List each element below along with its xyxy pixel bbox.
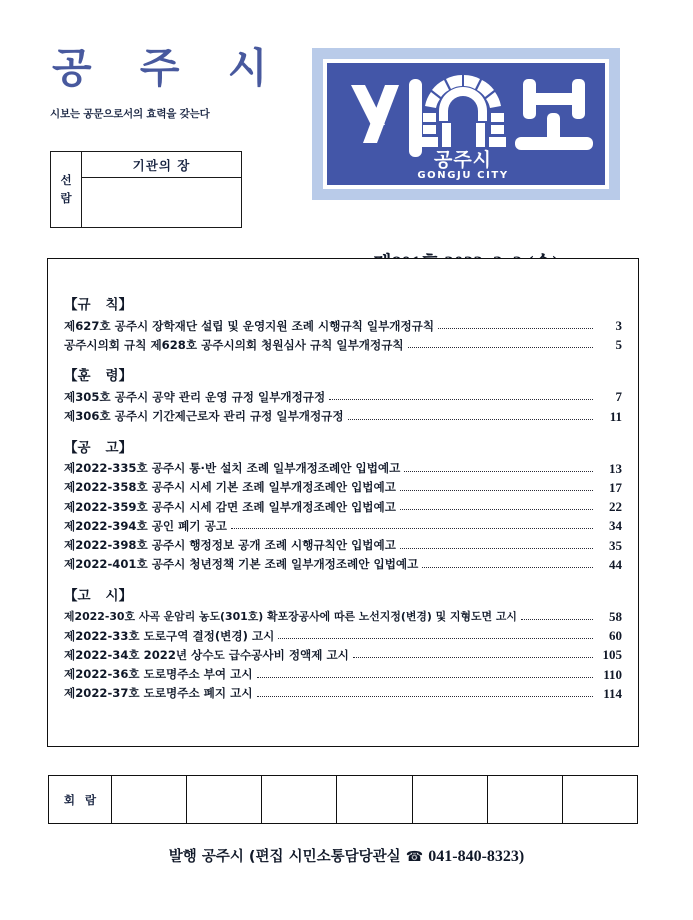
seonram-header-cell: 기관의 장 (82, 152, 242, 178)
seonram-table (50, 151, 242, 228)
toc-section (64, 364, 622, 425)
toc-leader-dots (408, 347, 593, 348)
toc-page-number: 58 (609, 608, 622, 624)
toc-entry-title: 제2022-401호 공주시 청년정책 기본 조례 일부개정조례안 입법예고 (64, 557, 419, 572)
seonram-label-cell (51, 152, 82, 228)
toc-page-number: 7 (615, 389, 622, 405)
toc-entry[interactable] (64, 684, 622, 703)
masthead-left (50, 44, 320, 121)
toc-entry-title: 제306호 공주시 기간제근로자 관리 규정 일부개정규정 (64, 409, 344, 424)
toc-entry-title: 제305호 공주시 공약 관리 운영 규정 일부개정규정 (64, 389, 326, 404)
hoeram-empty-cell[interactable] (412, 776, 487, 824)
toc-leader-dots (329, 399, 593, 400)
gate-arch-icon (417, 75, 508, 181)
telephone-icon: ☎ (405, 849, 424, 865)
toc-leader-dots (400, 548, 593, 549)
seonram-label-char-2: 람 (60, 191, 72, 205)
toc-section-title: 【규 칙】 (64, 297, 133, 313)
toc-section-title-char-1: 규 (77, 297, 91, 313)
toc-entry[interactable] (64, 555, 622, 574)
toc-entry-title: 제2022-36호 도로명주소 부여 고시 (64, 666, 253, 681)
toc-leader-dots (353, 657, 593, 658)
page-title: 공 주 시 (52, 44, 285, 92)
toc-leader-dots (404, 471, 593, 472)
toc-entry-title: 제2022-33호 도로구역 결정(변경) 고시 (64, 628, 275, 643)
logo-char-si-icon (351, 79, 422, 157)
toc-page-number: 105 (602, 647, 622, 663)
toc-entry-title: 제2022-358호 공주시 시세 기본 조례 일부개정조례안 입법예고 (64, 480, 396, 495)
footer (0, 845, 693, 866)
toc-section-title: 【훈 령】 (64, 368, 133, 385)
toc-leader-dots (438, 328, 593, 329)
hoeram-empty-cell[interactable] (562, 776, 637, 824)
toc-entry[interactable] (64, 607, 622, 626)
toc-page-number: 3 (615, 318, 622, 334)
table-row (49, 776, 638, 824)
toc-entry[interactable] (64, 626, 622, 645)
toc-page-number: 5 (615, 337, 622, 353)
masthead (50, 44, 650, 218)
hoeram-label-cell: 회 람 (49, 776, 112, 824)
toc-section-title-char-2: 칙 (105, 297, 119, 313)
toc-leader-dots (422, 567, 593, 568)
footer-phone: 041-840-8323) (428, 848, 525, 865)
toc-entry-title: 제2022-30호 사곡 운암리 농도(301호) 확포장공사에 따른 노선지정(변경) 및 지형도면 고시 (64, 610, 517, 624)
toc-section-title-char-1: 훈 (77, 368, 91, 385)
toc-page-number: 34 (609, 518, 622, 534)
toc-section (64, 293, 622, 354)
hoeram-empty-cell[interactable] (112, 776, 187, 824)
toc-entry-title: 제2022-34호 2022년 상수도 급수공사비 정액제 고시 (64, 647, 349, 662)
toc-page-number: 17 (609, 480, 622, 496)
svg-text:공주시: 공주시 (433, 149, 493, 171)
toc-entry[interactable] (64, 478, 622, 497)
toc-page-number: 35 (609, 537, 622, 553)
toc-page-number: 11 (609, 408, 622, 424)
toc-entry[interactable] (64, 516, 622, 535)
toc-section-title-char-1: 공 (77, 439, 91, 456)
toc-section (64, 436, 622, 574)
toc-leader-dots (400, 509, 593, 510)
toc-section-title-char-2: 고 (105, 439, 119, 456)
logo-artwork (327, 63, 601, 181)
toc-entry[interactable] (64, 407, 622, 426)
toc-entry[interactable] (64, 536, 622, 555)
toc-entry-title: 제2022-359호 공주시 시세 감면 조례 일부개정조례안 입법예고 (64, 499, 396, 514)
toc-section-title-char-1: 고 (77, 587, 91, 604)
masthead-tagline: 시보는 공문으로서의 효력을 갖는다 (50, 108, 210, 120)
toc-page-number: 60 (609, 628, 622, 644)
toc-entry[interactable] (64, 335, 622, 354)
hoeram-empty-cell[interactable] (337, 776, 412, 824)
toc-section-title: 【고 시】 (64, 587, 133, 604)
toc-leader-dots (231, 528, 593, 529)
toc-entry-title: 제2022-37호 도로명주소 폐지 고시 (64, 686, 253, 701)
toc-page-number: 114 (603, 685, 622, 701)
toc-entry-title: 제2022-394호 공인 폐기 공고 (64, 518, 227, 533)
toc-leader-dots (400, 490, 593, 491)
toc-leader-dots (348, 419, 593, 420)
toc-entry[interactable] (64, 664, 622, 683)
toc-entry-title: 제627호 공주시 장학재단 설립 및 운영지원 조례 시행규칙 일부개정규칙 (64, 318, 435, 333)
logo-char-bo-icon (515, 79, 593, 150)
toc-entry-title: 공주시의회 규칙 제628호 공주시의회 청원심사 규칙 일부개정규칙 (64, 337, 404, 352)
hoeram-empty-cell[interactable] (187, 776, 262, 824)
toc-entry[interactable] (64, 645, 622, 664)
seonram-label-char-1: 선 (60, 172, 72, 187)
toc-entry-title: 제2022-398호 공주시 행정정보 공개 조례 시행규칙안 입법예고 (64, 538, 396, 552)
hoeram-table (48, 775, 638, 824)
logo-panel (327, 63, 605, 185)
svg-text:GONGJU CITY: GONGJU CITY (417, 170, 509, 181)
table-of-contents (47, 258, 639, 747)
toc-entry[interactable] (64, 497, 622, 516)
seonram-signature-cell (82, 178, 242, 228)
toc-leader-dots (521, 619, 593, 620)
table-row (51, 152, 242, 178)
toc-entry-title: 제2022-335호 공주시 통·반 설치 조례 일부개정조례안 입법예고 (64, 461, 401, 476)
logo-inner-border (323, 59, 609, 189)
hoeram-empty-cell[interactable] (262, 776, 337, 824)
toc-section-title-char-2: 시 (105, 587, 119, 604)
toc-page-number: 110 (603, 666, 622, 682)
toc-page-number: 22 (609, 499, 622, 515)
footer-publisher: 발행 공주시 (편집 시민소통담당관실 (168, 849, 401, 865)
toc-section (64, 584, 622, 703)
toc-entry[interactable] (64, 459, 622, 478)
toc-inner (48, 259, 638, 703)
toc-page-number: 44 (609, 556, 622, 572)
toc-leader-dots (278, 638, 593, 639)
toc-section-title-char-2: 령 (105, 368, 119, 385)
toc-page-number: 13 (609, 460, 622, 476)
toc-entry[interactable] (64, 387, 622, 406)
toc-leader-dots (257, 696, 593, 697)
toc-section-title: 【공 고】 (64, 439, 133, 456)
hoeram-empty-cell[interactable] (487, 776, 562, 824)
toc-leader-dots (257, 677, 593, 678)
toc-entry[interactable] (64, 316, 622, 335)
gazette-logo (312, 48, 620, 200)
